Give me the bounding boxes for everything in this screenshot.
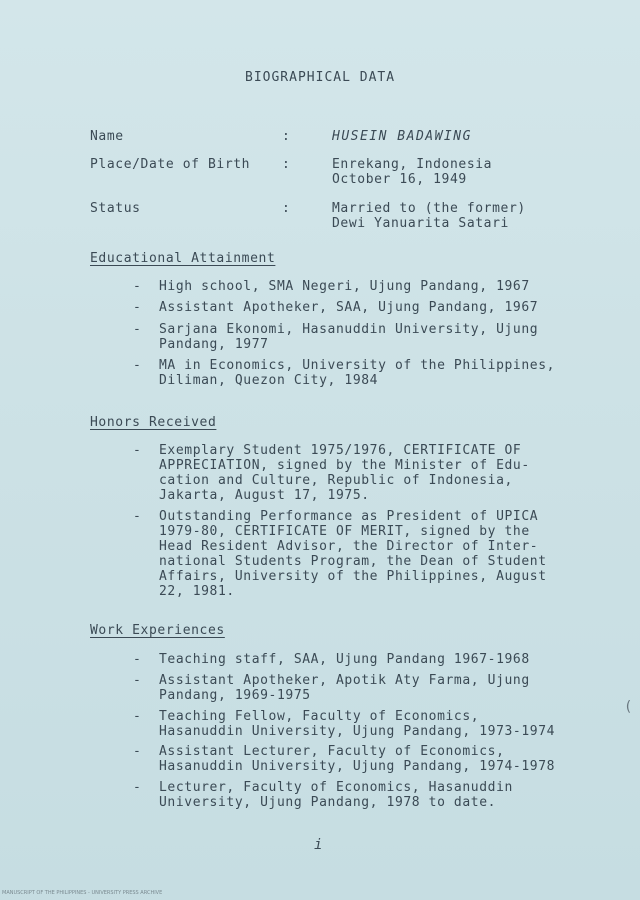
birth-date-value: October 16, 1949 — [332, 172, 467, 187]
page-number: i — [314, 837, 324, 853]
honors-heading: Honors Received — [90, 415, 217, 430]
work-item-1: Teaching staff, SAA, Ujung Pandang 1967-1968 — [159, 652, 530, 667]
name-value: HUSEIN BADAWING — [332, 129, 472, 144]
work-heading: Work Experiences — [90, 623, 225, 638]
honors-item-1-line3: cation and Culture, Republic of Indonesia, — [159, 473, 513, 488]
birth-colon: : — [282, 157, 291, 172]
education-item-1: High school, SMA Negeri, Ujung Pandang, 1967 — [159, 279, 530, 294]
bullet-dash: - — [133, 709, 142, 724]
archive-footer: MANUSCRIPT OF THE PHILIPPINES - UNIVERSITY PRESS ARCHIVE — [2, 890, 163, 896]
bullet-dash: - — [133, 300, 142, 315]
margin-mark: ( — [624, 699, 634, 715]
birth-place-value: Enrekang, Indonesia — [332, 157, 493, 172]
bullet-dash: - — [133, 744, 142, 759]
bullet-dash: - — [133, 358, 142, 373]
education-item-2: Assistant Apotheker, SAA, Ujung Pandang, 1967 — [159, 300, 539, 315]
document-title: BIOGRAPHICAL DATA — [245, 70, 396, 85]
work-item-4-line1: Assistant Lecturer, Faculty of Economics, — [159, 744, 505, 759]
bullet-dash: - — [133, 673, 142, 688]
work-item-5-line1: Lecturer, Faculty of Economics, Hasanuddin — [159, 780, 513, 795]
bullet-dash: - — [133, 443, 142, 458]
work-item-2-line1: Assistant Apotheker, Apotik Aty Farma, Ujung — [159, 673, 530, 688]
bullet-dash: - — [133, 509, 142, 524]
work-item-3-line2: Hasanuddin University, Ujung Pandang, 1973-1974 — [159, 724, 556, 739]
honors-item-2-line1: Outstanding Performance as President of UPICA — [159, 509, 539, 524]
honors-item-2-line2: 1979-80, CERTIFICATE OF MERIT, signed by the — [159, 524, 530, 539]
education-item-4-line1: MA in Economics, University of the Philippines, — [159, 358, 556, 373]
bullet-dash: - — [133, 780, 142, 795]
honors-item-1-line2: APPRECIATION, signed by the Minister of Edu- — [159, 458, 530, 473]
education-item-3-line2: Pandang, 1977 — [159, 337, 269, 352]
bullet-dash: - — [133, 652, 142, 667]
education-item-3-line1: Sarjana Ekonomi, Hasanuddin University, Ujung — [159, 322, 539, 337]
honors-item-2-line6: 22, 1981. — [159, 584, 235, 599]
name-label: Name — [90, 129, 124, 144]
work-item-5-line2: University, Ujung Pandang, 1978 to date. — [159, 795, 497, 810]
honors-item-2-line3: Head Resident Advisor, the Director of Inter- — [159, 539, 539, 554]
birth-label: Place/Date of Birth — [90, 157, 251, 172]
bullet-dash: - — [133, 279, 142, 294]
work-item-4-line2: Hasanuddin University, Ujung Pandang, 1974-1978 — [159, 759, 556, 774]
status-value-line2: Dewi Yanuarita Satari — [332, 216, 509, 231]
honors-item-1-line4: Jakarta, August 17, 1975. — [159, 488, 370, 503]
honors-item-2-line5: Affairs, University of the Philippines, August — [159, 569, 547, 584]
work-item-2-line2: Pandang, 1969-1975 — [159, 688, 311, 703]
work-item-3-line1: Teaching Fellow, Faculty of Economics, — [159, 709, 480, 724]
education-heading: Educational Attainment — [90, 251, 276, 266]
bullet-dash: - — [133, 322, 142, 337]
status-colon: : — [282, 201, 291, 216]
honors-item-1-line1: Exemplary Student 1975/1976, CERTIFICATE OF — [159, 443, 522, 458]
honors-item-2-line4: national Students Program, the Dean of Student — [159, 554, 547, 569]
status-value-line1: Married to (the former) — [332, 201, 526, 216]
education-item-4-line2: Diliman, Quezon City, 1984 — [159, 373, 379, 388]
name-colon: : — [282, 129, 291, 144]
status-label: Status — [90, 201, 141, 216]
